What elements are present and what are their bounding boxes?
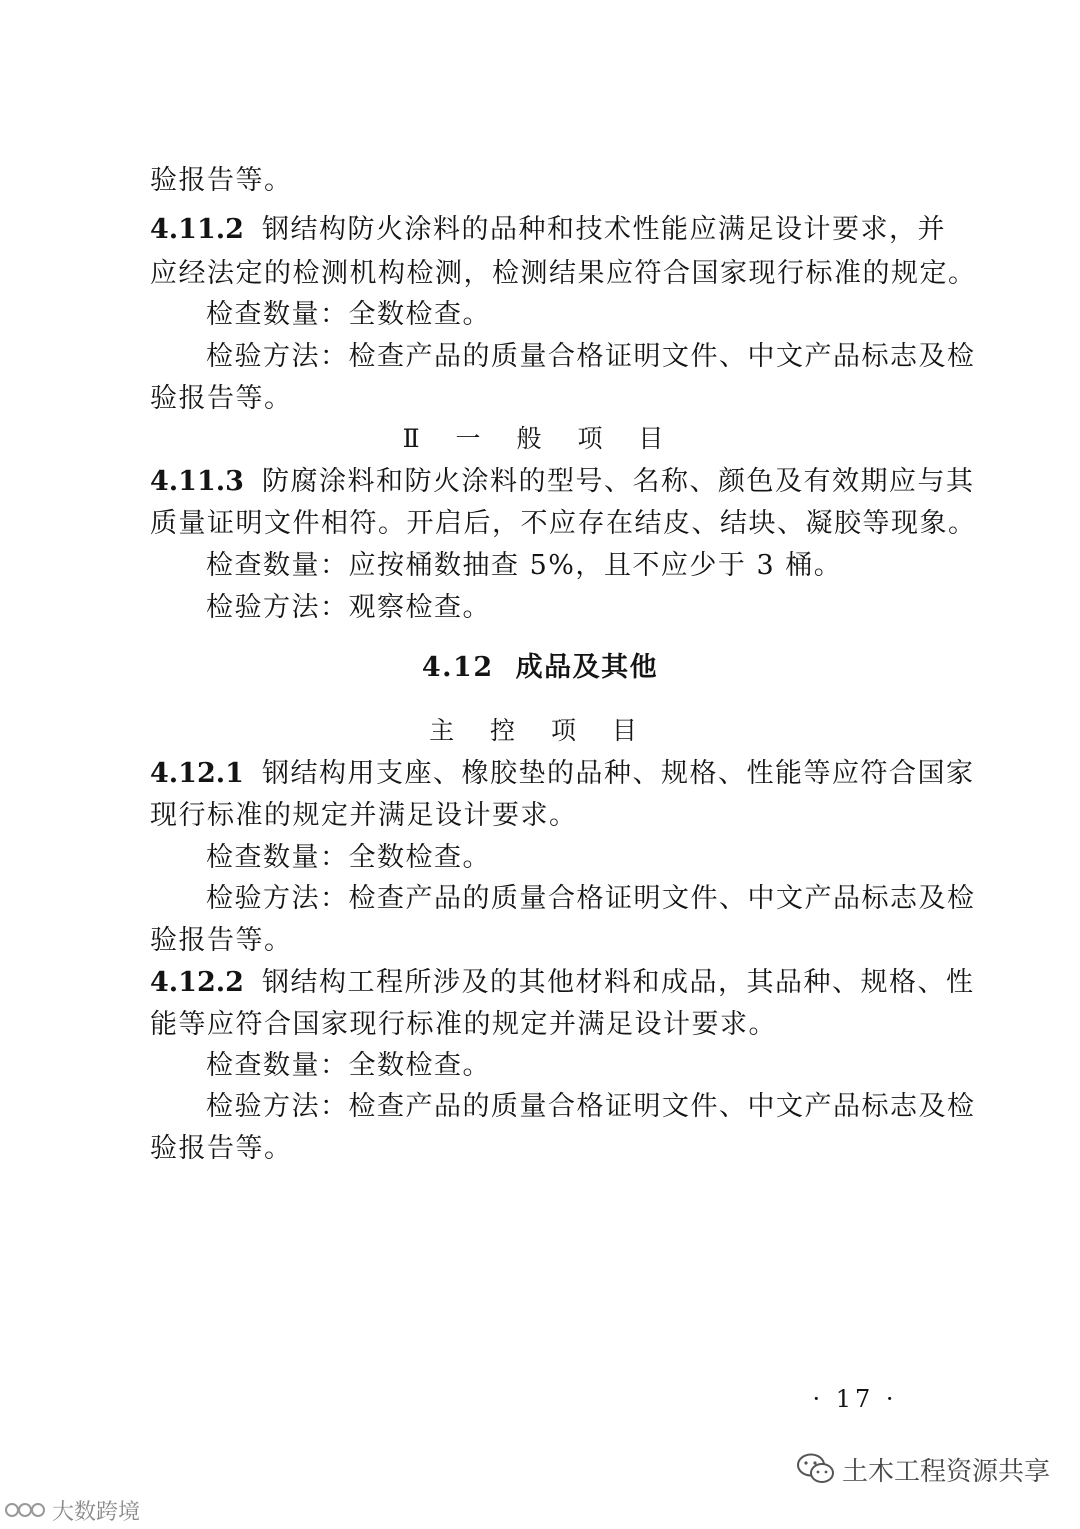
clause-number: 4.12.1	[150, 758, 244, 789]
clause-number: 4.11.3	[150, 466, 244, 497]
subheading-general-items: Ⅱ 一 般 项 目	[402, 424, 678, 453]
watermark-left	[4, 1495, 140, 1525]
section-heading-4-12: 4.12 成品及其他	[421, 652, 659, 683]
text-line: 现行标准的规定并满足设计要求。	[150, 800, 578, 831]
clause-4-12-1: 4.12.1 钢结构用支座、橡胶垫的品种、规格、性能等应符合国家	[150, 753, 930, 795]
watermark-right	[796, 1449, 1050, 1489]
text-line: 验报告等。	[150, 165, 293, 196]
text-line: 验报告等。	[150, 925, 293, 956]
text-line: 检查数量：应按桶数抽查 5%，且不应少于 3 桶。	[206, 550, 843, 581]
text-line: 检验方法：观察检查。	[206, 592, 491, 623]
text-line: 能等应符合国家现行标准的规定并满足设计要求。	[150, 1009, 777, 1040]
subheading-main-items: 主 控 项 目	[429, 716, 651, 745]
text-line: 验报告等。	[150, 1133, 293, 1164]
clause-4-12-2: 4.12.2 钢结构工程所涉及的其他材料和成品，其品种、规格、性	[150, 962, 930, 1004]
clause-4-11-3: 4.11.3 防腐涂料和防火涂料的型号、名称、颜色及有效期应与其	[150, 461, 930, 503]
wechat-icon	[796, 1452, 836, 1486]
text-line: 质量证明文件相符。开启后，不应存在结皮、结块、凝胶等现象。	[150, 508, 977, 539]
logo-icon	[4, 1498, 46, 1522]
page-number: · 17 ·	[812, 1385, 898, 1413]
clause-4-11-2: 4.11.2 钢结构防火涂料的品种和技术性能应满足设计要求，并	[150, 209, 930, 251]
text-line: 检验方法：检查产品的质量合格证明文件、中文产品标志及检	[206, 883, 976, 914]
clause-number: 4.12.2	[150, 967, 244, 998]
text-line: 验报告等。	[150, 383, 293, 414]
clause-number: 4.11.2	[150, 214, 244, 245]
text-line: 检查数量：全数检查。	[206, 1050, 491, 1081]
text-line: 应经法定的检测机构检测，检测结果应符合国家现行标准的规定。	[150, 258, 977, 289]
watermark-text: 大数跨境	[52, 1499, 141, 1525]
watermark-text: 土木工程资源共享	[841, 1456, 1050, 1487]
text-line: 检查数量：全数检查。	[206, 299, 491, 330]
text-line: 检验方法：检查产品的质量合格证明文件、中文产品标志及检	[206, 341, 976, 372]
text-line: 检验方法：检查产品的质量合格证明文件、中文产品标志及检	[206, 1091, 976, 1122]
text-line: 检查数量：全数检查。	[206, 842, 491, 873]
